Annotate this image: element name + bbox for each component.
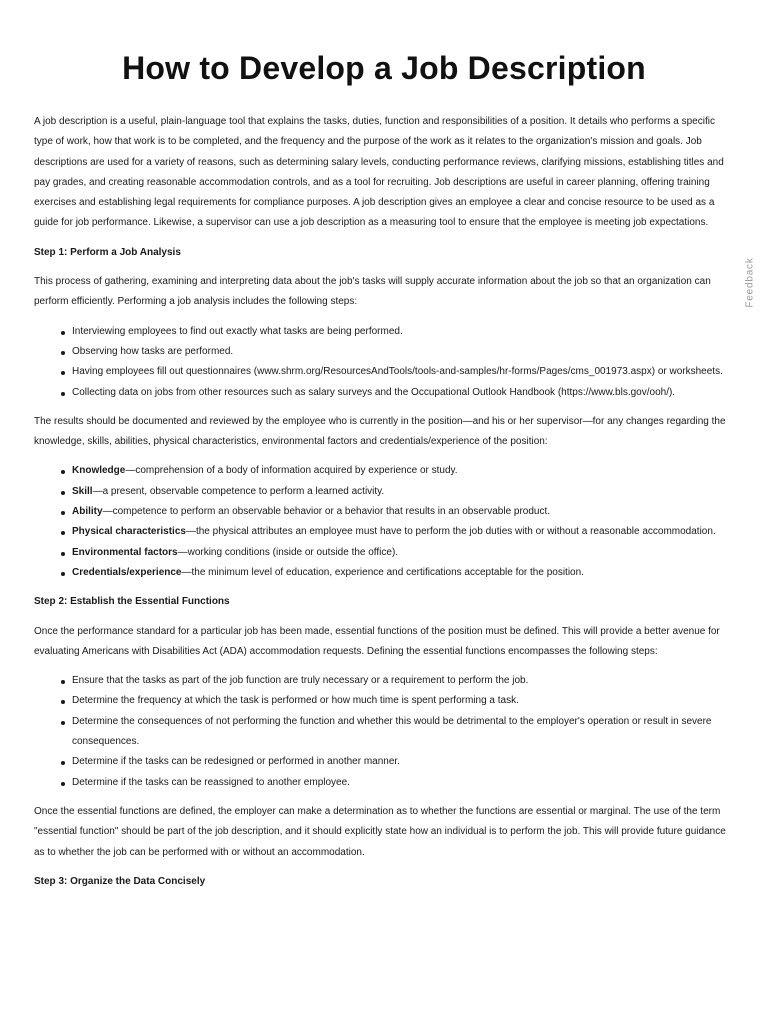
- term-description: —the physical attributes an employee must have to perform the job duties with or without a reasonable accommodation.: [185, 526, 716, 538]
- step2-list: [34, 671, 734, 793]
- step1-heading: Step 1: Perform a Job Analysis: [34, 246, 181, 258]
- list-item: [72, 522, 734, 542]
- term-label: Physical characteristics: [72, 526, 186, 538]
- list-item: [72, 563, 734, 583]
- term-description: —competence to perform an observable behavior or a behavior that results in an observable product.: [102, 506, 551, 518]
- step1-results-paragraph: The results should be documented and reviewed by the employee who is currently in the position—and his or her supervisor—for any changes regarding the knowledge, skills, abilities, physical characteristics, environmental factors and credentials/experience of the position:: [34, 415, 726, 448]
- list-item: Determine if the tasks can be redesigned or performed in another manner.: [72, 752, 734, 772]
- list-item: Determine the frequency at which the task is performed or how much time is spent performing a task.: [72, 691, 734, 711]
- page-title: How to Develop a Job Description: [122, 50, 646, 86]
- feedback-label: Feedback: [744, 256, 756, 308]
- step2-conclusion-paragraph: Once the essential functions are defined, the employer can make a determination as to whether the functions are essential or marginal. The use of the term "essential function" should be part of the job description, and it should explicitly state how an individual is to perform the job. This will provide future guidance as to whether the job can be performed with or without an accommodation.: [34, 805, 726, 858]
- list-item: Observing how tasks are performed.: [72, 342, 734, 362]
- attributes-list: [34, 461, 734, 583]
- step2-paragraph: Once the performance standard for a particular job has been made, essential functions of the position must be defined. This will provide a better avenue for evaluating Americans with Disabilities Act (ADA) accommodation requests. Defining the essential functions encompasses the following steps:: [34, 625, 720, 657]
- term-label: Ability: [72, 506, 103, 518]
- term-label: Skill: [72, 485, 93, 497]
- term-label: Credentials/experience: [72, 566, 182, 578]
- list-item: Having employees fill out questionnaires (www.shrm.org/ResourcesAndTools/tools-and-samples/hr-forms/Pages/cms_001973.aspx) or worksheets.: [72, 362, 734, 382]
- term-label: Knowledge: [72, 465, 126, 477]
- step2-heading: Step 2: Establish the Essential Functions: [34, 596, 230, 608]
- intro-paragraph: A job description is a useful, plain-language tool that explains the tasks, duties, function and responsibilities of a position. It details who performs a specific type of work, how that work is to be completed, and the frequency and the purpose of the work as it relates to the organization's mission and goals. Job descriptions are used for a variety of reasons, such as determining salary levels, conducting performance reviews, clarifying missions, establishing titles and pay grades, and creating reasonable accommodation controls, and as a tool for recruiting. Job descriptions are useful in career planning, offering training exercises and establishing legal requirements for compliance purposes. A job description gives an employee a clear and concise resource to be used as a guide for job performance. Likewise, a supervisor can use a job description as a measuring tool to ensure that the employee is meeting job expectations.: [34, 116, 724, 229]
- term-description: —comprehension of a body of information acquired by experience or study.: [125, 465, 458, 477]
- feedback-tab[interactable]: [736, 252, 764, 312]
- step3-heading: Step 3: Organize the Data Concisely: [34, 875, 206, 887]
- list-item: Interviewing employees to find out exactly what tasks are being performed.: [72, 322, 734, 342]
- term-description: —a present, observable competence to perform a learned activity.: [92, 485, 385, 497]
- term-label: Environmental factors: [72, 546, 178, 558]
- list-item: Collecting data on jobs from other resources such as salary surveys and the Occupational Outlook Handbook (https://www.bls.gov/ooh/).: [72, 383, 734, 403]
- step1-paragraph: This process of gathering, examining and interpreting data about the job's tasks will supply accurate information about the job so that an organization can perform efficiently. Performing a job analysis includes the following steps:: [34, 276, 711, 308]
- list-item: [72, 502, 734, 522]
- term-description: —the minimum level of education, experience and certifications acceptable for the position.: [181, 566, 584, 578]
- article-body: [34, 112, 734, 901]
- list-item: Ensure that the tasks as part of the job function are truly necessary or a requirement to perform the job.: [72, 671, 734, 691]
- list-item: Determine if the tasks can be reassigned to another employee.: [72, 773, 734, 793]
- list-item: [72, 461, 734, 481]
- term-description: —working conditions (inside or outside the office).: [177, 546, 399, 558]
- step1-list: [34, 322, 734, 403]
- list-item: Determine the consequences of not performing the function and whether this would be detrimental to the employer's operation or result in severe consequences.: [72, 712, 734, 753]
- list-item: [72, 543, 734, 563]
- list-item: [72, 482, 734, 502]
